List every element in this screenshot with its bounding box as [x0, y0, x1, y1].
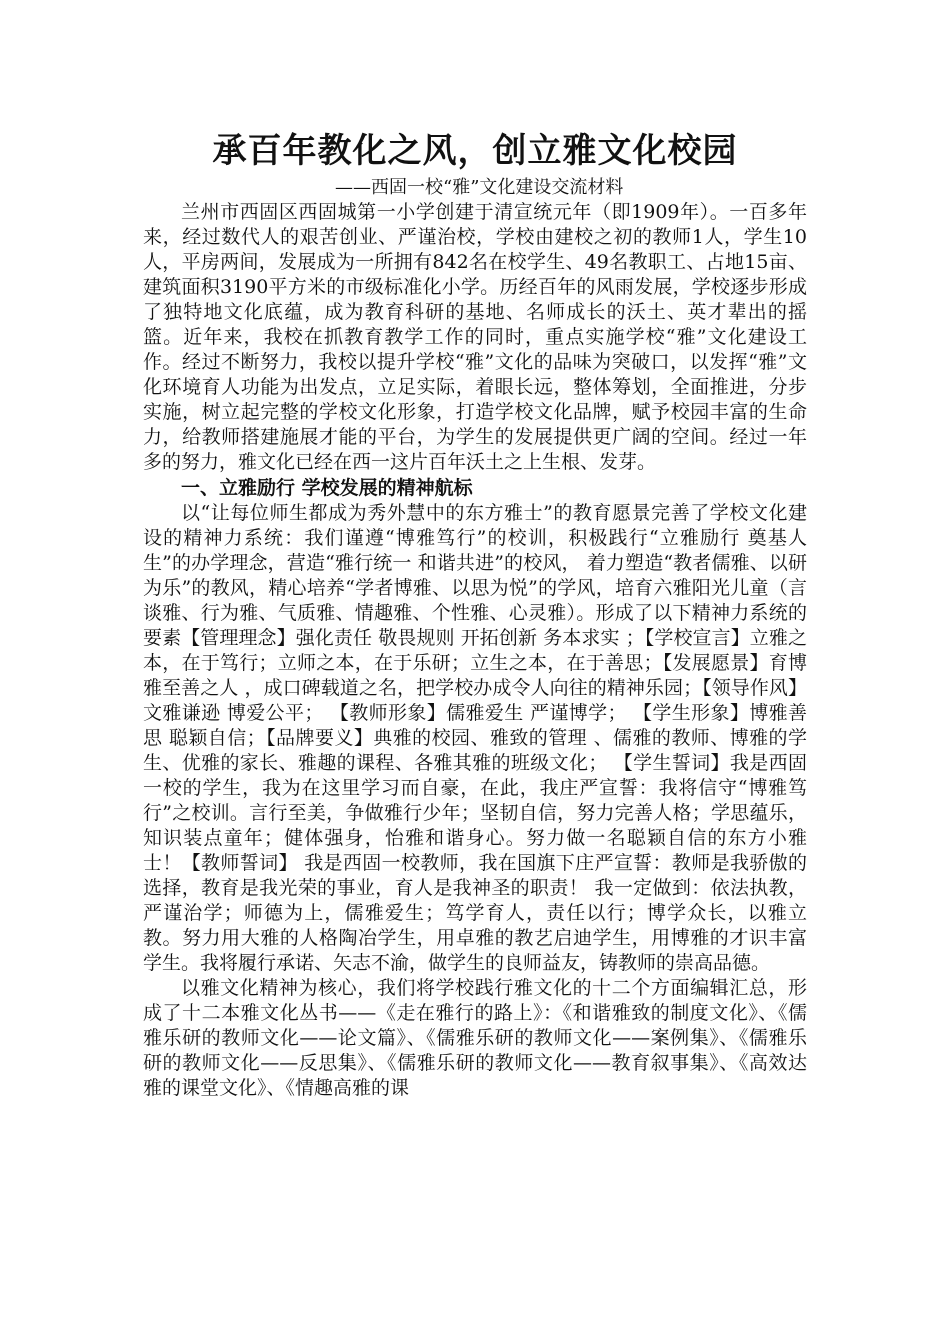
section-heading-1: 一、立雅励行 学校发展的精神航标	[181, 477, 473, 499]
paragraph-spirit-system: 以“让每位师生都成为秀外慧中的东方雅士”的教育愿景完善了学校文化建设的精神力系统：我们谨遵“博雅笃行”的校训，积极践行“立雅励行 奠基人生”的办学理念，营造“雅行统一 和谐共进”的校风， 着力塑造“教者儒雅、以研为乐”的教风，精心培养“学者博雅、以思为悦”的学风，培育六雅阳光儿童（言谈雅、行为雅、气质雅、情趣雅、个性雅、心灵雅）。形成了以下精神力系统的要素【管理理念】强化责任 敬畏规则 开拓创新 务本求实 ；【学校宣言】立雅之本，在于笃行；立师之本，在于乐研；立生之本，在于善思；【发展愿景】育博雅至善之人 ，成口碑载道之名，把学校办成令人向往的精神乐园；【领导作风】文雅谦逊 博爱公平； 【教师形象】儒雅爱生 严谨博学； 【学生形象】博雅善思 聪颖自信；【品牌要义】典雅的校园、雅致的管理 、儒雅的教师、博雅的学生、优雅的家长、雅趣的课程、各雅其雅的班级文化； 【学生誓词】我是西固一校的学生，我为在这里学习而自豪，在此，我庄严宣誓：我将信守“博雅笃行”之校训。言行至美，争做雅行少年；坚韧自信，努力完善人格；学思蕴乐，知识装点童年；健体强身，怡雅和谐身心。努力做一名聪颖自信的东方小雅士！【教师誓词】 我是西固一校教师，我在国旗下庄严宣誓：教师是我骄傲的选择，教育是我光荣的事业，育人是我神圣的职责！ 我一定做到：依法执教，严谨治学；师德为上，儒雅爱生；笃学育人，责任以行；博学众长，以雅立教。努力用大雅的人格陶冶学生，用卓雅的教艺启迪学生，用博雅的才识丰富学生。我将履行承诺、矢志不渝，做学生的良师益友，铸教师的崇高品德。	[143, 502, 807, 974]
document-page	[143, 128, 807, 1101]
paragraph-intro: 兰州市西固区西固城第一小学创建于清宣统元年（即1909年）。一百多年来，经过数代人的艰苦创业、严谨治校，学校由建校之初的教师1人，学生10人，平房两间，发展成为一所拥有842名在校学生、49名教职工、占地15亩、建筑面积3190平方米的市级标准化小学。历经百年的风雨发展，学校逐步形成了独特地文化底蕴，成为教育科研的基地、名师成长的沃土、英才辈出的摇篮。近年来，我校在抓教育教学工作的同时，重点实施学校“雅”文化建设工作。经过不断努力，我校以提升学校“雅”文化的品味为突破口，以发挥“雅”文化环境育人功能为出发点，立足实际，着眼长远，整体筹划，全面推进，分步实施，树立起完整的学校文化形象，打造学校文化品牌，赋予校园丰富的生命力，给教师搭建施展才能的平台，为学生的发展提供更广阔的空间。经过一年多的努力，雅文化已经在西一这片百年沃土之上生根、发芽。	[143, 201, 807, 473]
document-subtitle: ——西固一校“雅”文化建设交流材料	[335, 177, 624, 198]
document-title: 承百年教化之风，创立雅文化校园	[212, 131, 738, 171]
paragraph-book-series: 以雅文化精神为核心，我们将学校践行雅文化的十二个方面编辑汇总，形成了十二本雅文化丛书——《走在雅行的路上》：《和谐雅致的制度文化》、《儒雅乐研的教师文化——论文篇》、《儒雅乐研的教师文化——案例集》、《儒雅乐研的教师文化——反思集》、《儒雅乐研的教师文化——教育叙事集》、《高效达雅的课堂文化》、《情趣高雅的课	[143, 977, 807, 1099]
